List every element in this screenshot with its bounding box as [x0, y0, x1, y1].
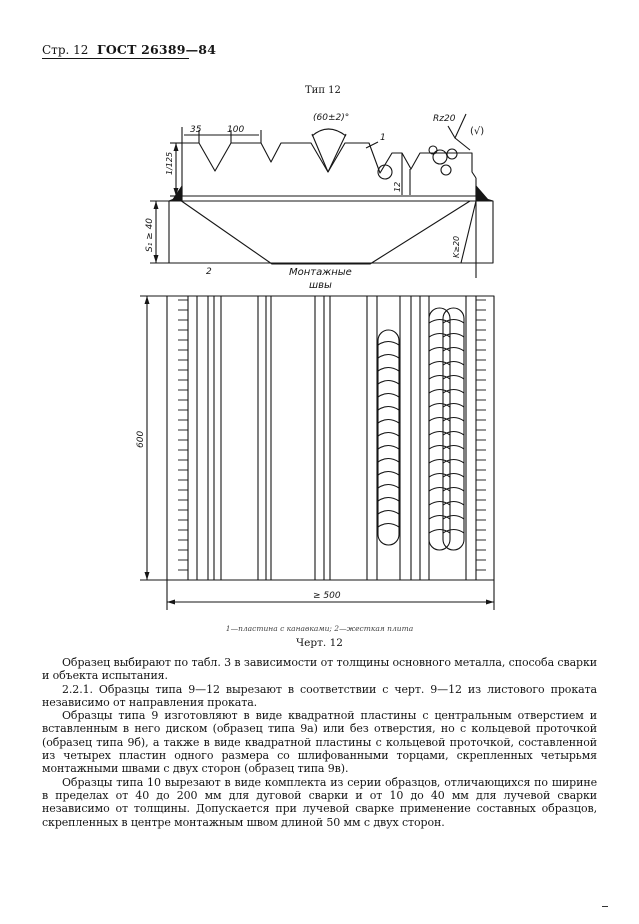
label-callout-2: 2	[206, 267, 212, 277]
label-dim-35: 35	[190, 125, 202, 135]
label-dim-12: 12	[393, 181, 402, 192]
weld-bead-column-3	[443, 308, 464, 550]
label-dim-600: 600	[136, 430, 146, 448]
weld-bead-column-2	[429, 308, 450, 550]
label-callout-1: 1	[380, 133, 386, 143]
dim-line-k	[461, 201, 476, 263]
label-k: K≥20	[452, 235, 461, 258]
label-roughness: Rz20	[433, 114, 456, 124]
paragraph: Образцы типа 10 вырезают в виде комплекта из серии образцов, отличающихся по ширине в пределах от 40 до 200 мм для дуговой сварки и от 10 до 40 мм для лучевой сварки независимо от толщины. Допускается при лучевой сварке применение составных образцов, скрепленных в центре монтажным швом длиной 50 мм с двух сторон.	[42, 775, 597, 829]
body-text	[42, 656, 597, 829]
label-s1: S₁ ≥ 40	[145, 217, 155, 252]
page-corner-mark	[602, 906, 608, 907]
figure-label: Черт. 12	[296, 637, 343, 649]
label-welds-line1: Монтажные	[289, 267, 352, 278]
angle-arc	[312, 129, 346, 136]
plan-groove-lines	[188, 296, 476, 580]
label-dim-500: ≥ 500	[313, 591, 341, 601]
label-roughness-symbol: (√)	[470, 126, 485, 137]
paragraph: Образцы типа 9 изготовляют в виде квадратной пластины с центральным отверстием и вставленным в него диском (образец типа 9а) или без отверстия, но с кольцевой проточкой (образец типа 9б), а также в виде квадратной пластины с кольцевой проточкой, составленной из четырех пластин одного размера со шлифованными торцами, скрепленных четырьмя монтажными швами с двух сторон (образец типа 9в).	[42, 709, 597, 776]
label-angle: (60±2)°	[313, 113, 350, 123]
standard-designation: ГОСТ 26389—84	[97, 42, 217, 57]
weld-bead-2	[433, 150, 447, 164]
grooved-plate-profile	[182, 143, 476, 178]
welds-leader	[180, 200, 470, 264]
page-number: Стр. 12	[42, 43, 89, 57]
paragraph: 2.2.1. Образцы типа 9—12 вырезают в соответствии с черт. 9—12 из листового проката независимо от направления проката.	[42, 682, 597, 709]
figure-caption: 1—пластина с канавками; 2—жесткая плита	[225, 624, 414, 633]
figure-type-title: Тип 12	[305, 85, 341, 96]
label-dim-100: 100	[227, 125, 245, 135]
rigid-base-plate	[169, 201, 493, 263]
label-welds-line2: швы	[309, 280, 332, 291]
mounting-weld-right	[476, 186, 489, 201]
paragraph: Образец выбирают по табл. 3 в зависимости от толщины основного металла, способа сварки и объекта испытания.	[42, 656, 597, 683]
label-left-vertical-dim: 1/125	[165, 151, 174, 175]
